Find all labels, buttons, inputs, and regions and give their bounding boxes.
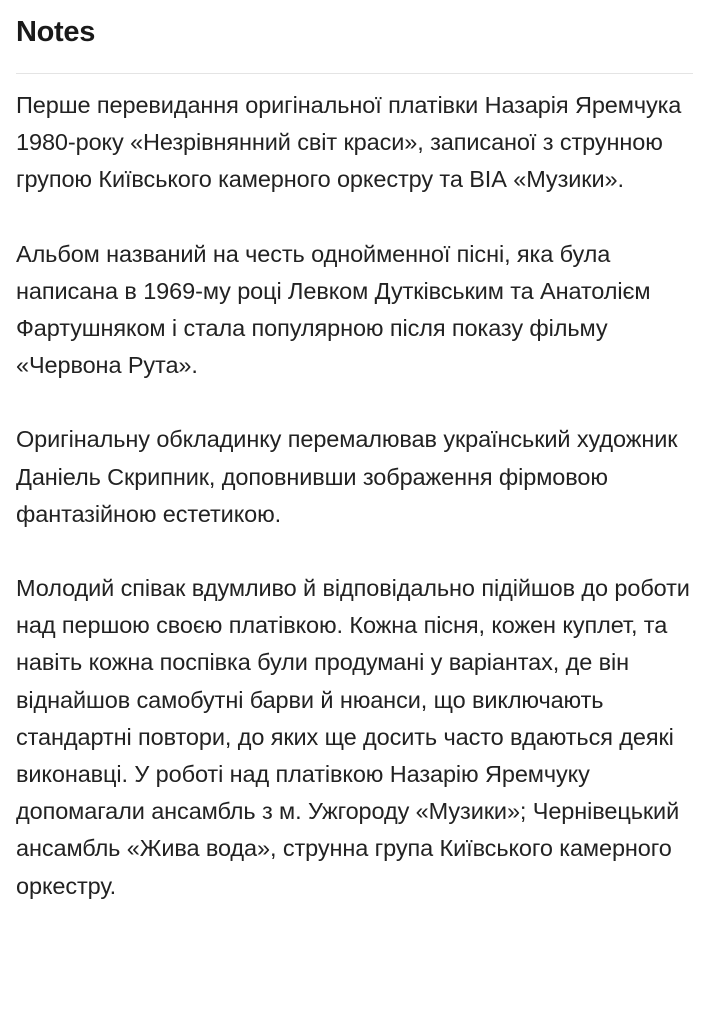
- section-title: Notes: [16, 16, 96, 48]
- notes-paragraph-1: Перше перевидання оригінальної платівки Назарія Яремчука 1980-року «Незрівнянний світ краси», записаної з струнною групою Київського камерного оркестру та ВІА «Музики».: [16, 92, 682, 193]
- notes-paragraph-3: Оригінальну обкладинку перемалював український художник Даніель Скрипник, доповнивши зображення фірмовою фантазійною естетикою.: [16, 426, 678, 527]
- title-divider: [16, 73, 693, 74]
- notes-content: [16, 87, 697, 905]
- notes-paragraph-4: Молодий співак вдумливо й відповідально підійшов до роботи над першою своєю платівкою. Кожна пісня, кожен куплет, та навіть кожна поспівка були продумані у варіантах, де він віднайшов самобутні барви й нюанси, що виключають стандартні повтори, до яких ще досить часто вдаються деякі виконавці. У роботі над платівкою Назарію Яремчуку допомагали ансамбль з м. Ужгороду «Музики»; Чернівецький ансамбль «Жива вода», струнна група Київського камерного оркестру.: [16, 575, 690, 899]
- notes-paragraph-2: Альбом названий на честь однойменної пісні, яка була написана в 1969-му році Левком Дутківським та Анатолієм Фартушняком і стала популярною після показу фільму «Червона Рута».: [16, 240, 651, 379]
